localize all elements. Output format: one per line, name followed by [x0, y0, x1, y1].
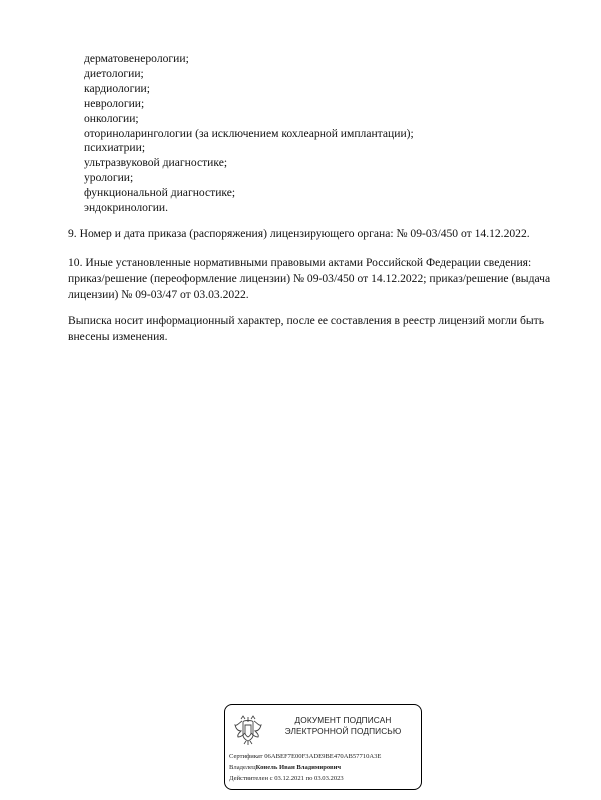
certificate-line: Сертификат 06ABEF7E00F3ADE9BE470AB57710A3E: [229, 753, 382, 760]
list-item: неврологии;: [84, 96, 145, 110]
list-item: урологии;: [84, 171, 134, 185]
validity-line: Действителен с 03.12.2021 по 03.03.2023: [229, 775, 344, 783]
stamp-details: [229, 751, 419, 785]
list-item: онкологии;: [84, 111, 139, 125]
other-info-paragraph: 10. Иные установленные нормативными правовыми актами Российской Федерации сведения: приказ/решение (переоформление лицензии) № 09-03/450 от 14.12.2022; приказ/решение (выдача лицензии) № 09-03/47 от 03.03.2022.: [68, 256, 551, 301]
coat-of-arms-icon: [231, 713, 265, 747]
owner-line: ВладелецКонель Иван Владимирович: [229, 764, 342, 772]
order-number-paragraph: 9. Номер и дата приказа (распоряжения) лицензирующего органа: № 09-03/450 от 14.12.2022.: [68, 227, 530, 240]
electronic-signature-stamp: [224, 704, 422, 790]
list-item: диетологии;: [84, 66, 144, 80]
disclaimer-paragraph: Выписка носит информационный характер, после ее составления в реестр лицензий могли быть внесены изменения.: [68, 314, 544, 343]
stamp-title: ДОКУМЕНТ ПОДПИСАН ЭЛЕКТРОННОЙ ПОДПИСЬЮ: [284, 715, 402, 736]
list-item: психиатрии;: [84, 141, 146, 155]
list-item: дерматовенерологии;: [84, 52, 189, 65]
list-item: функциональной диагностике;: [84, 186, 236, 200]
specialty-list: [84, 52, 414, 216]
list-item: оториноларингологии (за исключением кохлеарной имплантации);: [84, 126, 414, 140]
list-item: эндокринологии.: [84, 201, 169, 215]
list-item: кардиологии;: [84, 81, 150, 95]
list-item: ультразвуковой диагностике;: [84, 156, 228, 170]
